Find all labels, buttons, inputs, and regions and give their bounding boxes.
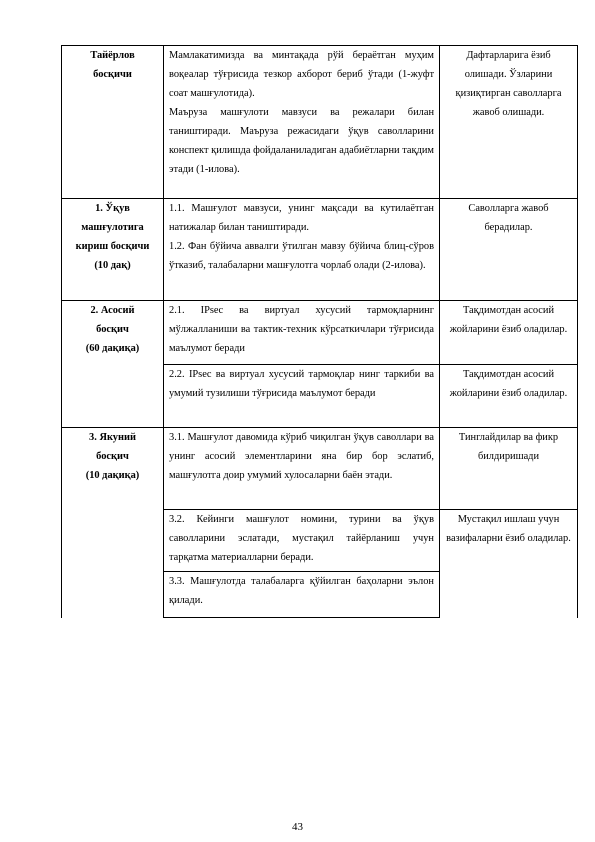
teacher-activity-text: Мамлакатимизда ва минтақада рўй бераётган муҳим воқеалар тўғрисида тезкор ахборот бериб ўтади (1-жуфт соат машғулотида). [169, 50, 434, 99]
student-activity-text: Мустақил ишлаш учун вазифаларни ёзиб оладилар. [446, 514, 571, 544]
stage-line: 2. Асосий [90, 305, 135, 316]
teacher-activity-cell [164, 365, 440, 428]
teacher-activity-cell [164, 199, 440, 301]
stage-line: босқич [96, 451, 129, 462]
student-activity-cell [440, 365, 578, 428]
table-row [62, 46, 578, 199]
teacher-activity-cell [164, 510, 440, 572]
teacher-activity-cell [164, 428, 440, 510]
stage-line: (60 дақиқа) [85, 343, 140, 354]
stage-line: машғулотига [81, 222, 144, 233]
teacher-activity-cell [164, 572, 440, 618]
teacher-activity-cell [164, 46, 440, 199]
stage-cell [62, 301, 164, 428]
stage-line: (10 дақиқа) [85, 470, 140, 481]
table-row [62, 428, 578, 510]
table-row [62, 301, 578, 365]
student-activity-text: Дафтарларига ёзиб олишади. Ўзларини қизиқтирган саволларга жавоб олишади. [455, 50, 562, 118]
stage-line: босқич [96, 324, 129, 335]
teacher-activity-cell [164, 301, 440, 365]
teacher-activity-text: 2.2. IPsec ва виртуал хусусий тармоқлар нинг таркиби ва умумий тузилиши тўғрисида маълумот беради [169, 369, 434, 399]
page-number: 43 [292, 821, 303, 833]
lesson-plan-table [61, 45, 578, 618]
stage-line: кириш босқичи [75, 241, 150, 252]
stage-line: босқичи [93, 69, 132, 80]
teacher-activity-text: 1.2. Фан бўйича аввалги ўтилган мавзу бўйича блиц-сўров ўтказиб, талабаларни машғулотга чорлаб олади (2-илова). [169, 241, 434, 271]
student-activity-cell [440, 46, 578, 199]
stage-line: Тайёрлов [90, 50, 135, 61]
student-activity-text: Тақдимотдан асосий жойларини ёзиб оладилар. [449, 369, 568, 399]
stage-line: 3. Якуний [89, 432, 136, 443]
teacher-activity-text: 1.1. Машғулот мавзуси, унинг мақсади ва кутилаётган натижалар билан таништиради. [169, 203, 434, 233]
stage-line: (10 дақ) [94, 260, 131, 271]
table-row [62, 199, 578, 301]
student-activity-cell [440, 510, 578, 618]
teacher-activity-text: 3.3. Машғулотда талабаларга қўйилган баҳоларни эълон қилади. [169, 576, 434, 606]
stage-cell [62, 428, 164, 618]
student-activity-cell [440, 199, 578, 301]
student-activity-text: Саволларга жавоб берадилар. [468, 203, 549, 233]
teacher-activity-text: 2.1. IPsec ва виртуал хусусий тармоқларнинг мўлжалланиши ва тактик-техник кўрсаткичлари тўғрисида маълумот беради [169, 305, 434, 354]
student-activity-text: Тинглайдилар ва фикр билдиришади [458, 432, 559, 462]
student-activity-cell [440, 301, 578, 365]
student-activity-cell [440, 428, 578, 510]
teacher-activity-text: Маъруза машғулоти мавзуси ва режалари билан таништиради. Маъруза режасидаги ўқув саволларини конспект қилишда фойдаланиладиган адабиётларни тақдим этади (1-илова). [169, 107, 434, 175]
stage-line: 1. Ўқув [95, 203, 130, 214]
teacher-activity-text: 3.1. Машғулот давомида кўриб чиқилган ўқув саволлари ва унинг асосий элементларини яна бир бор эслатиб, машғулотга доир умумий хулосаларни баён этади. [169, 432, 434, 481]
stage-cell [62, 46, 164, 199]
student-activity-text: Тақдимотдан асосий жойларини ёзиб оладилар. [449, 305, 568, 335]
teacher-activity-text: 3.2. Кейинги машғулот номини, турини ва ўқув саволларини эслатади, мустақил тайёрланиш учун тарқатма материалларни беради. [169, 514, 434, 563]
stage-cell [62, 199, 164, 301]
